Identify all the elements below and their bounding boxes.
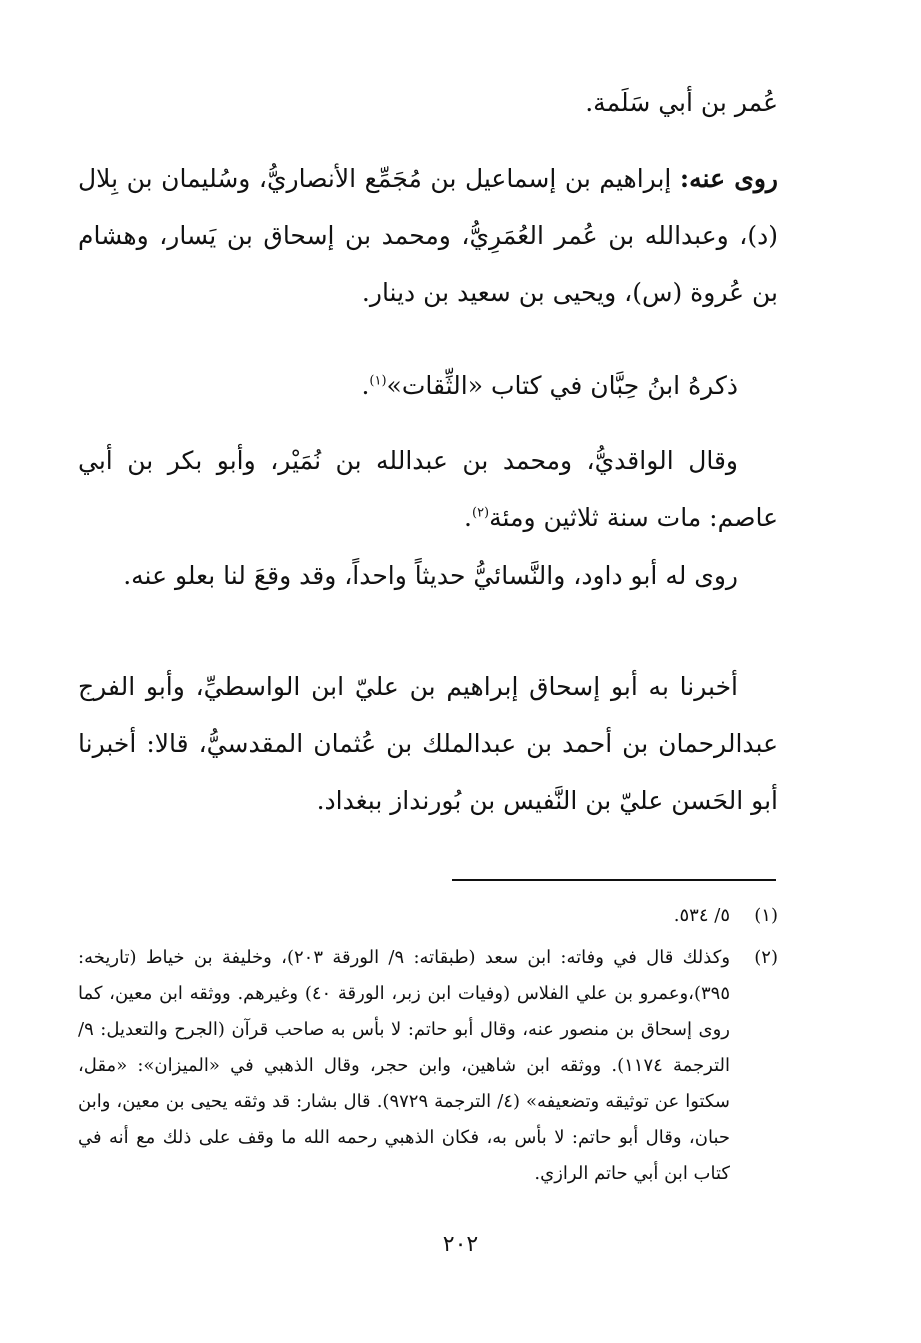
isnad-paragraph — [78, 658, 778, 829]
entry-title — [78, 74, 778, 131]
footnote-ref-2[interactable]: (٢) — [471, 505, 490, 521]
narrators-paragraph — [78, 150, 778, 321]
thiqat-end: . — [361, 371, 370, 400]
isnad-text: أخبرنا به أبو إسحاق إبراهيم بن عليّ ابن الواسطيِّ، وأبو الفرج عبدالرحمان بن أحمد بن عبدالملك بن عُثمان المقدسيُّ، قالا: أخبرنا أبو الحَسن عليّ بن النَّفيس بن بُورنداز ببغداد. — [78, 672, 778, 815]
death-end: . — [464, 503, 472, 532]
footnote-2-text: وكذلك قال في وفاته: ابن سعد (طبقاته: ٩/ الورقة ٢٠٣)، وخليفة بن خياط (تاريخه: ٣٩٥)،وعمرو بن علي الفلاس (وفيات ابن زبر، الورقة ٤٠) وغيرهم. ووثقه ابن معين، كما روى إسحاق بن منصور عنه، وقال أبو حاتم: لا بأس به صاحب قرآن (الجرح والتعديل: ٩/ الترجمة ١١٧٤). ووثقه ابن شاهين، وابن حجر، وقال الذهبي في «الميزان»: «مقل، سكتوا عن توثيقه وتضعيفه» (٤/ الترجمة ٩٧٢٩). قال بشار: قد وثقه يحيى بن معين، وابن حبان، وقال أبو حاتم: لا بأس به، فكان الذهبي رحمه الله ما وقف على ذلك مع أنه في كتاب ابن أبي حاتم الرازي. — [78, 947, 731, 1184]
transmitters-paragraph — [78, 547, 778, 604]
thiqat-paragraph — [78, 357, 778, 414]
thiqat-text: ذكرهُ ابنُ حِبَّان في كتاب «الثِّقات» — [386, 371, 738, 400]
entry-title-text: عُمر بن أبي سَلَمة. — [585, 88, 778, 117]
page-number: ٢٠٢ — [442, 1232, 479, 1257]
footnote-2 — [78, 940, 778, 1192]
death-paragraph — [78, 432, 778, 546]
transmitters-text: روى له أبو داود، والنَّسائيُّ حديثاً واحداً، وقد وقعَ لنا بعلو عنه. — [123, 561, 738, 590]
footnote-1 — [78, 898, 778, 934]
footnote-1-text: ٥/ ٥٣٤. — [673, 905, 730, 926]
narrators-lead: روى عنه: — [679, 164, 779, 193]
footnote-ref-1[interactable]: (١) — [369, 373, 387, 389]
death-text: وقال الواقديُّ، ومحمد بن عبدالله بن نُمَيْر، وأبو بكر بن أبي عاصم: مات سنة ثلاثين ومئة — [78, 446, 778, 532]
footnote-2-number: (٢) — [754, 947, 778, 968]
footnote-1-number: (١) — [754, 905, 778, 926]
footnote-divider — [452, 879, 776, 881]
narrators-text: إبراهيم بن إسماعيل بن مُجَمِّع الأنصاريُّ، وسُليمان بن بِلال (د)، وعبدالله بن عُمر العُمَرِيُّ، ومحمد بن إسحاق بن يَسار، وهشام بن عُروة (س)، ويحيى بن سعيد بن دينار. — [78, 164, 778, 307]
